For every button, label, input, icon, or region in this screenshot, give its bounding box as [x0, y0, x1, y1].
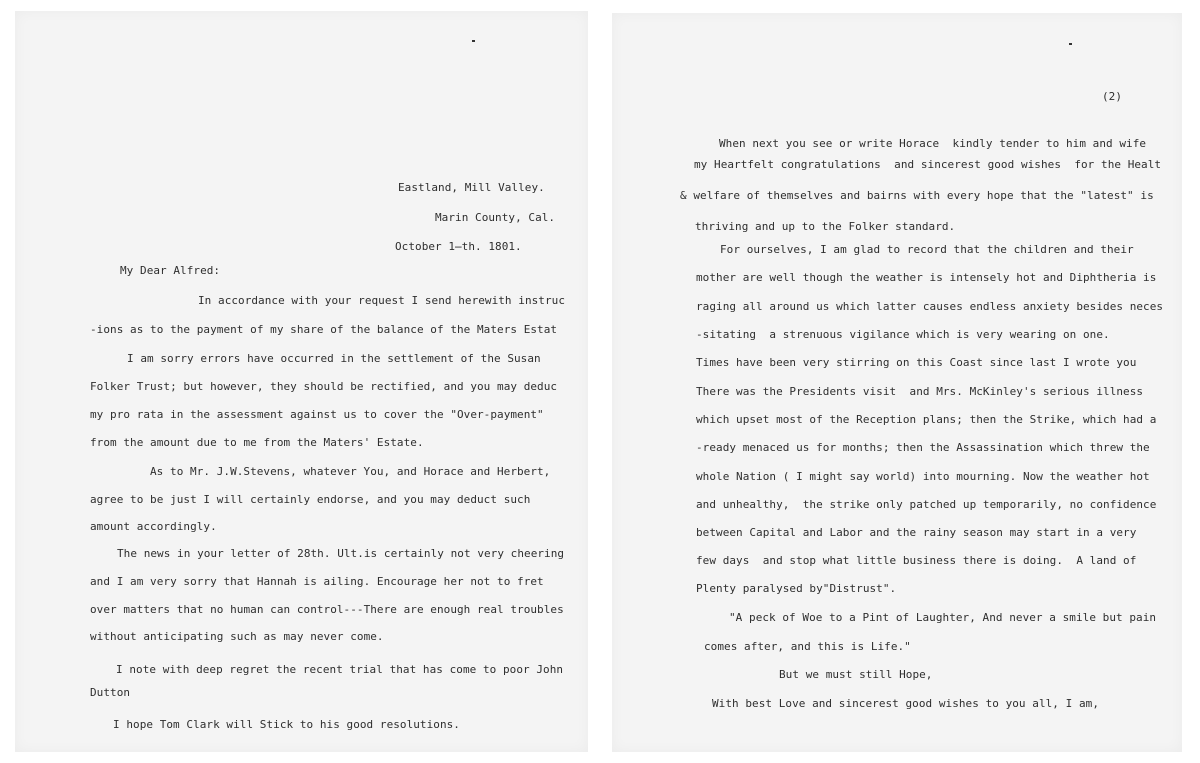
- body-line: I hope Tom Clark will Stick to his good resolutions.: [113, 718, 460, 731]
- body-line: and unhealthy, the strike only patched up temporarily, no confidence: [696, 498, 1157, 511]
- body-line: from the amount due to me from the Maters' Estate.: [90, 436, 424, 449]
- letter-date: October 1̶th. 1801.: [395, 240, 522, 253]
- body-line: "A peck of Woe to a Pint of Laughter, And never a smile but pain: [729, 611, 1157, 624]
- address-line-2: Marin County, Cal.: [435, 211, 556, 224]
- body-line: whole Nation ( I might say world) into mourning. Now the weather hot: [696, 470, 1150, 483]
- body-line: Plenty paralysed by"Distrust".: [696, 582, 897, 595]
- body-line: In accordance with your request I send herewith instruc: [198, 294, 565, 307]
- salutation: My Dear Alfred:: [120, 264, 221, 277]
- letter-page-2: [612, 13, 1182, 752]
- letter-page-1: [15, 11, 588, 752]
- ink-speck: [472, 40, 475, 42]
- body-line: agree to be just I will certainly endorse, and you may deduct such: [90, 493, 531, 506]
- body-line: I am sorry errors have occurred in the settlement of the Susan: [127, 352, 541, 365]
- body-line: between Capital and Labor and the rainy season may start in a very: [696, 526, 1137, 539]
- body-line: -ions as to the payment of my share of the balance of the Maters Estat: [90, 323, 558, 336]
- body-line: For ourselves, I am glad to record that the children and their: [720, 243, 1134, 256]
- page-number: (2): [1102, 90, 1123, 103]
- ink-speck: [1069, 43, 1072, 45]
- body-line: -ready menaced us for months; then the Assassination which threw the: [696, 441, 1150, 454]
- body-line: my Heartfelt congratulations and sincerest good wishes for the Healt: [694, 158, 1162, 171]
- body-line: As to Mr. J.W.Stevens, whatever You, and Horace and Herbert,: [150, 465, 551, 478]
- body-line: Times have been very stirring on this Coast since last I wrote you: [696, 356, 1137, 369]
- body-line: few days and stop what little business there is doing. A land of: [696, 554, 1137, 567]
- body-line: and I am very sorry that Hannah is ailing. Encourage her not to fret: [90, 575, 544, 588]
- body-line: & welfare of themselves and bairns with every hope that the "latest" is: [680, 189, 1154, 202]
- body-line: mother are well though the weather is intensely hot and Diphtheria is: [696, 271, 1157, 284]
- body-line: over matters that no human can control---There are enough real troubles: [90, 603, 564, 616]
- body-line: There was the Presidents visit and Mrs. McKinley's serious illness: [696, 385, 1144, 398]
- body-line: amount accordingly.: [90, 520, 217, 533]
- body-line: -sitating a strenuous vigilance which is very wearing on one.: [696, 328, 1110, 341]
- body-line: When next you see or write Horace kindly tender to him and wife: [719, 137, 1147, 150]
- body-line: But we must still Hope,: [779, 668, 933, 681]
- body-line: With best Love and sincerest good wishes to you all, I am,: [712, 697, 1100, 710]
- body-line: comes after, and this is Life.": [704, 640, 911, 653]
- body-line: my pro rata in the assessment against us to cover the "Over-payment": [90, 408, 544, 421]
- body-line: The news in your letter of 28th. Ult.is certainly not very cheering: [117, 547, 565, 560]
- body-line: without anticipating such as may never come.: [90, 630, 384, 643]
- body-line: Dutton: [90, 686, 131, 699]
- body-line: Folker Trust; but however, they should be rectified, and you may deduc: [90, 380, 558, 393]
- body-line: thriving and up to the Folker standard.: [695, 220, 956, 233]
- body-line: raging all around us which latter causes endless anxiety besides neces: [696, 300, 1164, 313]
- address-line-1: Eastland, Mill Valley.: [398, 181, 545, 194]
- body-line: which upset most of the Reception plans; then the Strike, which had a: [696, 413, 1157, 426]
- body-line: I note with deep regret the recent trial that has come to poor John: [116, 663, 564, 676]
